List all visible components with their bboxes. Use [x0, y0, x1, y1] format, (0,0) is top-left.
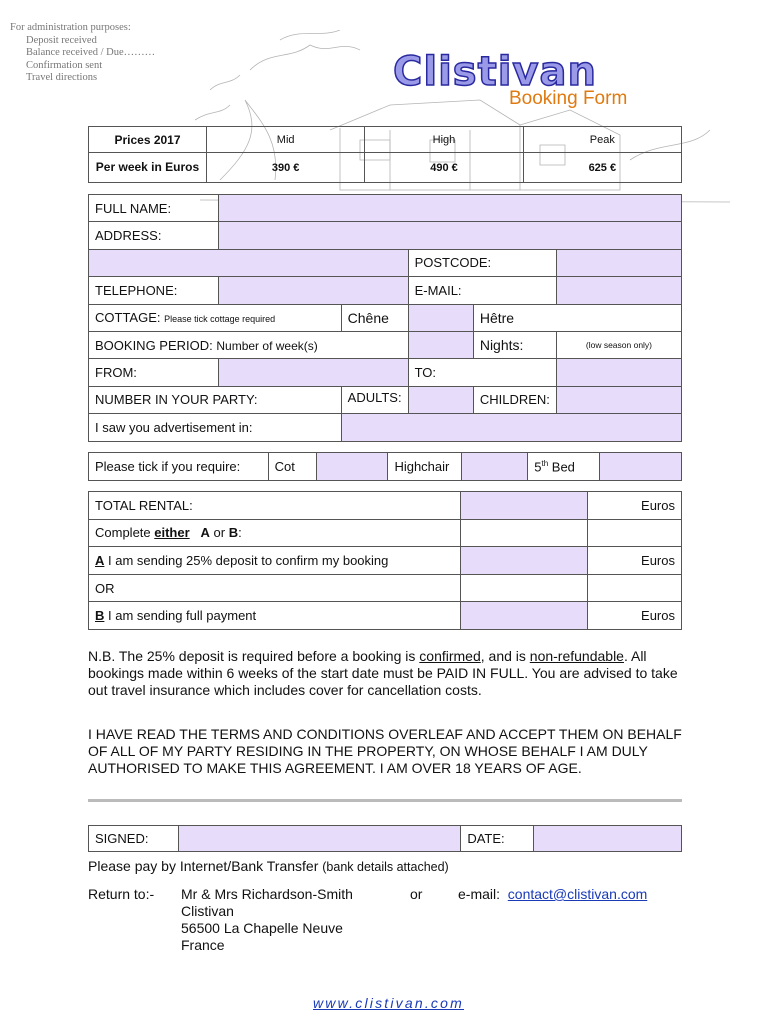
date-label: DATE: — [461, 826, 534, 852]
complete-instruction: Complete either A or B: — [89, 519, 461, 547]
prices-row-label: Per week in Euros — [89, 153, 207, 183]
season-mid: Mid — [207, 127, 365, 153]
requirements-table — [88, 452, 682, 481]
rental-table — [88, 491, 682, 630]
admin-title: For administration purposes: — [10, 22, 131, 33]
adults-field[interactable] — [408, 386, 473, 413]
children-field[interactable] — [556, 386, 681, 413]
full-payment-field[interactable] — [461, 602, 588, 630]
admin-item: Confirmation sent — [26, 59, 103, 71]
price-peak: 625 € — [523, 153, 681, 183]
require-label: Please tick if you require: — [89, 453, 269, 481]
admin-item: Balance received / Due……… — [26, 47, 156, 59]
email-label: E-MAIL: — [408, 277, 556, 304]
booking-period-row-label — [89, 331, 409, 358]
signature-field[interactable] — [178, 826, 460, 852]
full-name-label: FULL NAME: — [89, 195, 219, 222]
address-field[interactable] — [219, 222, 682, 249]
signature-table — [88, 825, 682, 852]
payment-instruction: Please pay by Internet/Bank Transfer (bank details attached) — [88, 858, 449, 874]
option-a-label: A I am sending 25% deposit to confirm my booking — [89, 547, 461, 575]
cottage-hetre-label: Hêtre — [473, 304, 681, 331]
nights-hint: (low season only) — [556, 331, 681, 358]
divider — [88, 799, 682, 802]
fifth-bed-checkbox[interactable] — [600, 453, 682, 481]
cot-label: Cot — [268, 453, 316, 481]
total-rental-label: TOTAL RENTAL: — [89, 492, 461, 520]
complete-empty-cell — [461, 519, 588, 547]
prices-header-label: Prices 2017 — [89, 127, 207, 153]
email-label: e-mail: — [458, 886, 501, 902]
admin-notes — [10, 22, 155, 85]
telephone-field[interactable] — [219, 277, 408, 304]
email-field[interactable] — [556, 277, 681, 304]
terms-agreement: I HAVE READ THE TERMS AND CONDITIONS OVERLEAF AND ACCEPT THEM ON BEHALF OF ALL OF MY PARTY RESIDING IN THE PROPERTY, ON WHOSE BEHALF I AM DULY AUTHORISED TO MAKE THIS AGREEMENT. I AM OVER 18 YEARS OF AGE. — [88, 726, 682, 776]
cottage-label: COTTAGE: — [95, 310, 161, 326]
address-line: Clistivan — [181, 903, 234, 919]
email-contact — [458, 886, 647, 903]
return-address — [181, 886, 353, 954]
advert-label: I saw you advertisement in: — [89, 414, 342, 441]
prices-table — [88, 126, 682, 183]
to-label: TO: — [408, 359, 556, 386]
address-label: ADDRESS: — [89, 222, 219, 249]
form-subtitle: Booking Form — [509, 88, 628, 109]
adults-label: ADULTS: — [341, 386, 408, 413]
weeks-field[interactable] — [408, 331, 473, 358]
or-empty-cell — [461, 574, 588, 602]
postcode-label: POSTCODE: — [408, 249, 556, 276]
deposit-note: N.B. The 25% deposit is required before a booking is confirmed, and is non-refundable. All bookings made within 6 weeks of the start date must be PAID IN FULL. You are advised to take out travel insurance which includes cover for cancellation costs. — [88, 648, 678, 698]
admin-item: Deposit received — [26, 34, 97, 46]
option-b-label: B I am sending full payment — [89, 602, 461, 630]
or-text: or — [410, 886, 423, 902]
booking-period-label: BOOKING PERIOD: — [95, 337, 213, 353]
to-date-field[interactable] — [556, 359, 681, 386]
deposit-amount-field[interactable] — [461, 547, 588, 575]
season-peak: Peak — [523, 127, 681, 153]
cottage-row-label — [89, 304, 342, 331]
advert-field[interactable] — [341, 414, 681, 441]
fifth-bed-label: 5th Bed — [528, 453, 600, 481]
address-line: Mr & Mrs Richardson-Smith — [181, 886, 353, 902]
booking-period-hint: Number of week(s) — [216, 338, 318, 353]
address-line: 56500 La Chapelle Neuve — [181, 920, 343, 936]
highchair-checkbox[interactable] — [462, 453, 528, 481]
email-link[interactable]: contact@clistivan.com — [507, 886, 648, 902]
children-label: CHILDREN: — [473, 386, 556, 413]
highchair-label: Highchair — [388, 453, 462, 481]
complete-empty-cell — [588, 519, 682, 547]
currency-label: Euros — [588, 492, 682, 520]
cottage-hint: Please tick cottage required — [164, 314, 276, 325]
season-high: High — [365, 127, 523, 153]
party-label: NUMBER IN YOUR PARTY: — [89, 386, 342, 413]
or-empty-cell — [588, 574, 682, 602]
cottage-chene-checkbox[interactable] — [408, 304, 473, 331]
address-line-2-field[interactable] — [89, 249, 409, 276]
admin-item: Travel directions — [26, 72, 98, 84]
nights-label: Nights: — [473, 331, 556, 358]
from-label: FROM: — [89, 359, 219, 386]
date-field[interactable] — [534, 826, 682, 852]
full-name-field[interactable] — [219, 195, 682, 222]
return-label: Return to:- — [88, 886, 155, 902]
website-link[interactable]: www.clistivan.com — [313, 995, 464, 1011]
telephone-label: TELEPHONE: — [89, 277, 219, 304]
price-mid: 390 € — [207, 153, 365, 183]
currency-label: Euros — [588, 547, 682, 575]
cottage-chene-label: Chêne — [341, 304, 408, 331]
or-label: OR — [89, 574, 461, 602]
from-date-field[interactable] — [219, 359, 408, 386]
address-line: France — [181, 937, 225, 953]
cot-checkbox[interactable] — [316, 453, 388, 481]
signed-label: SIGNED: — [89, 826, 179, 852]
currency-label: Euros — [588, 602, 682, 630]
postcode-field[interactable] — [556, 249, 681, 276]
brand-logo: Clistivan — [393, 49, 597, 95]
total-rental-field[interactable] — [461, 492, 588, 520]
booking-details-table — [88, 194, 682, 442]
price-high: 490 € — [365, 153, 523, 183]
